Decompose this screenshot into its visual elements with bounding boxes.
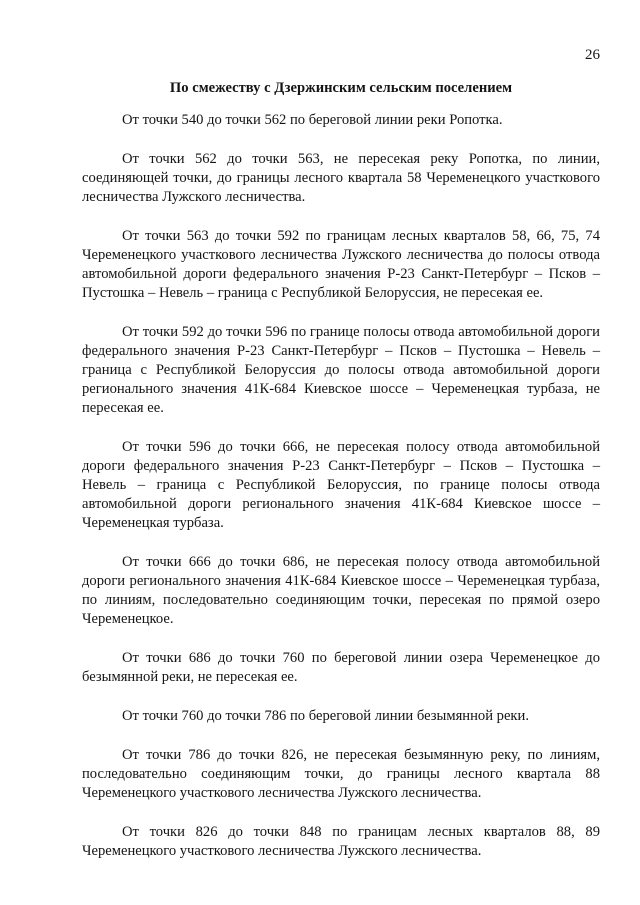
paragraph-6: От точки 666 до точки 686, не пересекая полосу отвода автомобильной дороги регионального значения 41К-684 Киевское шоссе – Череменецкая турбаза, по линиям, последовательно соединяющим точки, пересекая по прямой озеро Череменецкое. — [82, 554, 600, 627]
paragraph-8: От точки 760 до точки 786 по береговой линии безымянной реки. — [122, 708, 529, 724]
paragraph-7: От точки 686 до точки 760 по береговой линии озера Череменецкое до безымянной реки, не пересекая ее. — [82, 650, 600, 685]
paragraph-4: От точки 592 до точки 596 по границе полосы отвода автомобильной дороги федерального значения Р-23 Санкт-Петербург – Псков – Пустошка – Невель – граница с Республикой Белоруссия до полосы отвода автомобильной дороги регионального значения 41К-684 Киевское шоссе – Череменецкая турбаза, не пересекая ее. — [82, 324, 600, 416]
paragraph-1: От точки 540 до точки 562 по береговой линии реки Ропотка. — [122, 112, 503, 128]
paragraph-5: От точки 596 до точки 666, не пересекая полосу отвода автомобильной дороги федерального значения Р-23 Санкт-Петербург – Псков – Пустошка – Невель – граница с Республикой Белоруссия, по границе полосы отвода автомобильной дороги регионального значения 41К-684 Киевское шоссе – Череменецкая турбаза. — [82, 439, 600, 531]
paragraph-10: От точки 826 до точки 848 по границам лесных кварталов 88, 89 Череменецкого участкового лесничества Лужского лесничества. — [82, 824, 600, 859]
section-heading: По смежеству с Дзержинским сельским поселением — [169, 80, 513, 96]
paragraph-2: От точки 562 до точки 563, не пересекая реку Ропотка, по линии, соединяющей точки, до границы лесного квартала 58 Череменецкого участкового лесничества Лужского лесничества. — [82, 151, 600, 205]
page-number: 26 — [585, 47, 600, 63]
paragraph-9: От точки 786 до точки 826, не пересекая безымянную реку, по линиям, последовательно соединяющим точки, до границы лесного квартала 88 Череменецкого участкового лесничества Лужского лесничества. — [82, 747, 600, 801]
paragraph-3: От точки 563 до точки 592 по границам лесных кварталов 58, 66, 75, 74 Череменецкого участкового лесничества Лужского лесничества до полосы отвода автомобильной дороги федерального значения Р-23 Санкт-Петербург – Псков – Пустошка – Невель – граница с Республикой Белоруссия, не пересекая ее. — [82, 228, 600, 301]
